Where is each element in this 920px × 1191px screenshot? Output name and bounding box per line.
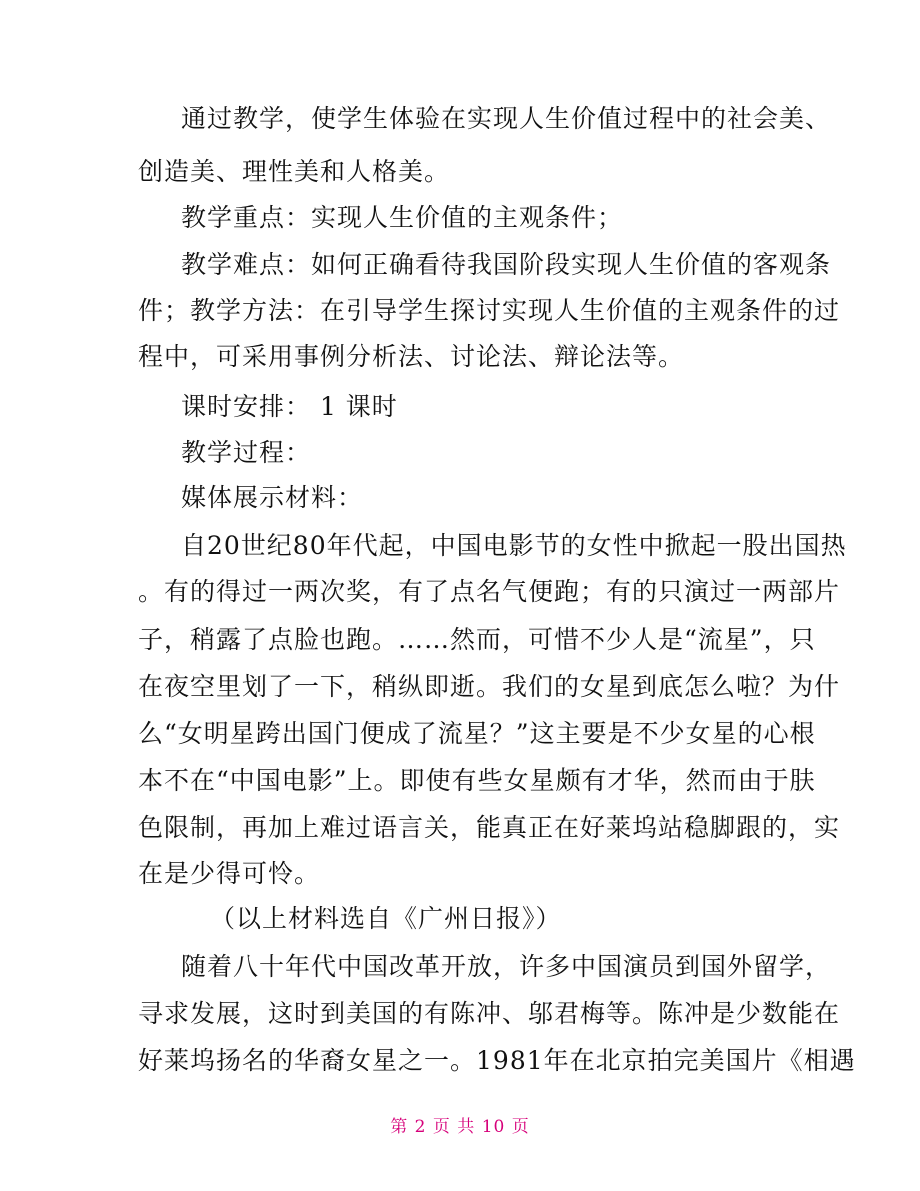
paragraph-line: 在是少得可怜。 [138, 859, 321, 888]
paragraph-line: 通过教学，使学生体验在实现人生价值过程中的社会美、 [181, 104, 832, 133]
paragraph-line: 在夜空里划了一下，稍纵即逝。我们的女星到底怎么啦？为什 [138, 672, 841, 701]
paragraph-line: 么“女明星跨出国门便成了流星？”这主要是不少女星的心根 [138, 719, 816, 748]
paragraph-line: 教学难点：如何正确看待我国阶段实现人生价值的客观条 [181, 250, 832, 279]
page-number-footer: 第 2 页 共 10 页 [390, 1117, 530, 1137]
paragraph-line: 寻求发展，这时到美国的有陈冲、邬君梅等。陈冲是少数能在 [138, 999, 841, 1028]
paragraph-line: 自20世纪80年代起，中国电影节的女性中掀起一股出国热 [181, 531, 847, 560]
paragraph-line: 好莱坞扬名的华裔女星之一。1981年在北京拍完美国片《相遇 [138, 1046, 856, 1075]
paragraph-line: 教学重点：实现人生价值的主观条件； [181, 203, 624, 232]
paragraph-line: 创造美、理性美和人格美。 [138, 157, 451, 186]
paragraph-line: 程中，可采用事例分析法、讨论法、辩论法等。 [138, 342, 685, 371]
paragraph-line: 随着八十年代中国改革开放，许多中国演员到国外留学， [181, 952, 832, 981]
paragraph-line: 件；教学方法：在引导学生探讨实现人生价值的主观条件的过 [138, 296, 841, 325]
paragraph-line: 课时安排： 1 课时 [181, 392, 398, 421]
paragraph-line: 子，稍露了点脸也跑。……然而，可惜不少人是“流星”，只 [138, 625, 816, 654]
paragraph-line: 。有的得过一两次奖，有了点名气便跑；有的只演过一两部片 [138, 577, 841, 606]
paragraph-line: 色限制，再加上难过语言关，能真正在好莱坞站稳脚跟的，实 [138, 813, 841, 842]
paragraph-line: 教学过程： [181, 438, 312, 467]
paragraph-line: 本不在“中国电影”上。即使有些女星颇有才华，然而由于肤 [138, 766, 816, 795]
source-caption: （以上材料选自《广州日报》） [210, 904, 562, 933]
paragraph-line: 媒体展示材料： [181, 483, 364, 512]
